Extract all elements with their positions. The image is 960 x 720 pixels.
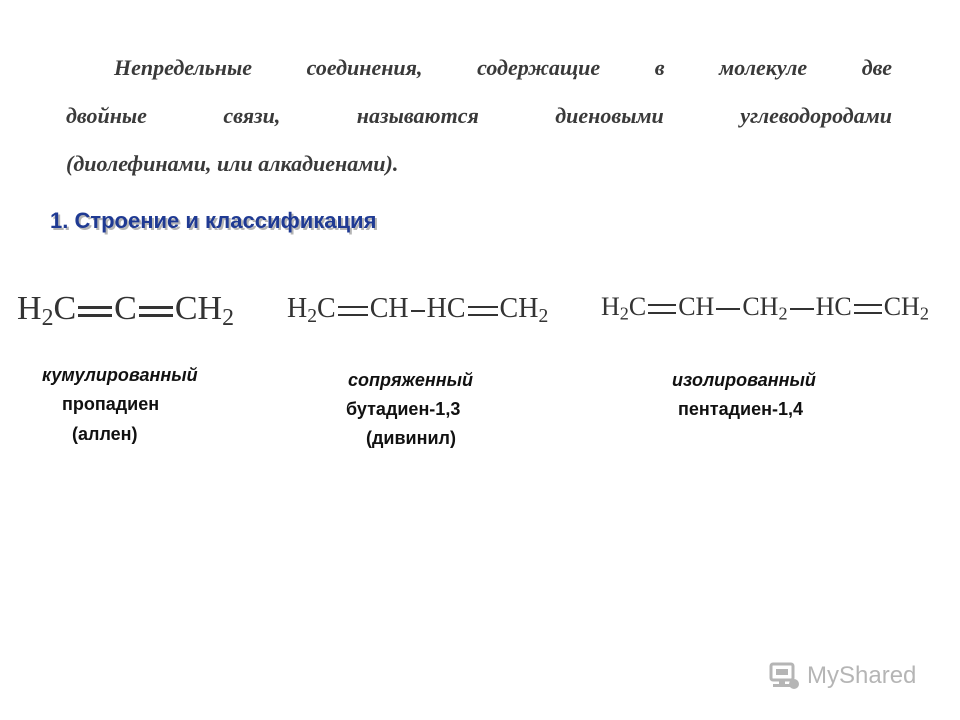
myshared-watermark [767,656,927,696]
subscript: 2 [307,305,318,327]
group-ch2: CH [742,292,779,321]
single-bond [790,308,814,310]
label-conjugated-type: сопряженный [348,370,473,390]
formula-pentadiene [601,292,929,322]
watermark-text: MyShared [807,662,917,689]
myshared-logo-icon [767,658,801,692]
atom-c: C [53,290,77,327]
section-heading: 1. Строение и классификация [50,208,377,233]
subscript: 2 [41,304,54,331]
label-conjugated-alt: (дивинил) [366,428,456,448]
double-bond [468,306,498,316]
intro-line-1: Непредельные соединения, содержащие в молекуле две [114,55,892,80]
single-bond [716,308,740,310]
intro-line-2: двойные связи, называются диеновыми углеводородами [66,103,892,128]
label-cumulated-alt: (аллен) [72,424,138,444]
subscript: 2 [919,303,929,324]
formula-allene [17,290,234,331]
double-bond [648,304,676,314]
label-isolated-name: пентадиен-1,4 [678,399,803,419]
label-cumulated-name: пропадиен [62,394,160,414]
subscript: 2 [538,305,549,327]
double-bond [338,306,368,316]
atom-c: C [317,293,336,324]
subscript: 2 [222,304,234,331]
intro-paragraph [66,44,892,188]
double-bond [854,304,882,314]
atom-h: H [287,293,308,324]
atom-h: H [601,292,620,321]
intro-line-3: (диолефинами, или алкадиенами). [66,151,399,176]
group-ch: CH [883,292,920,321]
label-conjugated-name: бутадиен-1,3 [346,399,461,419]
subscript: 2 [619,303,629,324]
label-cumulated-type: кумулированный [42,365,198,385]
label-isolated-type: изолированный [672,370,816,390]
formula-butadiene [287,293,548,325]
double-bond [78,306,112,317]
atom-c: C [628,292,647,321]
group-hc: HC [426,293,466,324]
group-hc: HC [815,292,852,321]
group-ch: CH [678,292,715,321]
subscript: 2 [778,303,788,324]
group-ch: CH [369,293,409,324]
group-ch: CH [174,290,223,327]
atom-h: H [17,290,42,327]
double-bond [139,306,173,317]
single-bond [411,310,425,312]
group-ch: CH [499,293,539,324]
atom-c: C [114,290,137,327]
